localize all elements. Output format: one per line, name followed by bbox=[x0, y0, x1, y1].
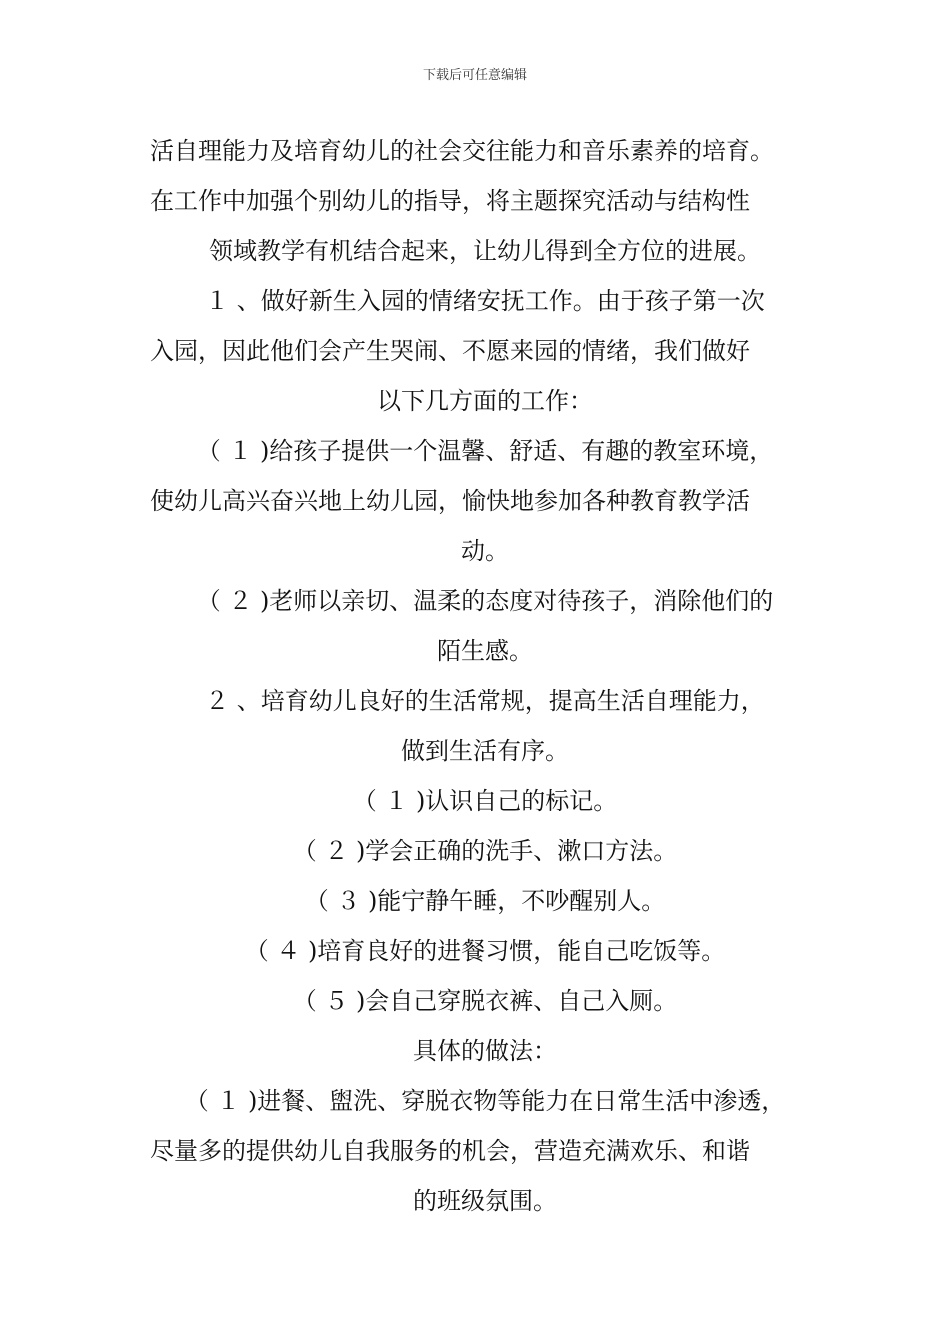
text-line: 领域教学有机结合起来，让幼儿得到全方位的进展。 bbox=[209, 237, 761, 265]
text-line: （ １ )认识自己的标记。 bbox=[352, 787, 618, 815]
text-line: 动。 bbox=[461, 537, 509, 565]
text-line: （ ２ )老师以亲切、温柔的态度对待孩子，消除他们的 bbox=[196, 587, 774, 615]
text-line: （ ３ )能宁静午睡，不吵醒别人。 bbox=[304, 887, 666, 915]
text-line: 的班级氛围。 bbox=[413, 1187, 557, 1215]
text-line: 使幼儿高兴奋兴地上幼儿园，愉快地参加各种教育教学活 bbox=[150, 487, 750, 515]
text-line: 尽量多的提供幼儿自我服务的机会，营造充满欢乐、和谐 bbox=[150, 1137, 750, 1165]
text-line: 活自理能力及培育幼儿的社会交往能力和音乐素养的培育。 bbox=[150, 137, 774, 165]
text-line: （ ４ )培育良好的进餐习惯，能自己吃饭等。 bbox=[244, 937, 726, 965]
text-line: （ ５ )会自己穿脱衣裤、自己入厕。 bbox=[292, 987, 678, 1015]
text-line: 以下几方面的工作： bbox=[377, 387, 593, 415]
page-header: 下载后可任意编辑 bbox=[422, 68, 527, 83]
text-line: 具体的做法： bbox=[413, 1037, 557, 1065]
text-line: （ １ )给孩子提供一个温馨、舒适、有趣的教室环境， bbox=[196, 437, 774, 465]
text-line: 在工作中加强个别幼儿的指导，将主题探究活动与结构性 bbox=[150, 187, 750, 215]
text-line: １ 、做好新生入园的情绪安抚工作。由于孩子第一次 bbox=[205, 287, 765, 315]
text-line: （ ２ )学会正确的洗手、漱口方法。 bbox=[292, 837, 678, 865]
text-line: 陌生感。 bbox=[437, 637, 533, 665]
text-line: 做到生活有序。 bbox=[401, 737, 569, 765]
text-line: ２ 、培育幼儿良好的生活常规，提高生活自理能力， bbox=[205, 687, 765, 715]
text-line: （ １ )进餐、盥洗、穿脱衣物等能力在日常生活中渗透， bbox=[184, 1087, 786, 1115]
document-body bbox=[150, 126, 820, 1226]
text-line: 入园，因此他们会产生哭闹、不愿来园的情绪，我们做好 bbox=[150, 337, 750, 365]
